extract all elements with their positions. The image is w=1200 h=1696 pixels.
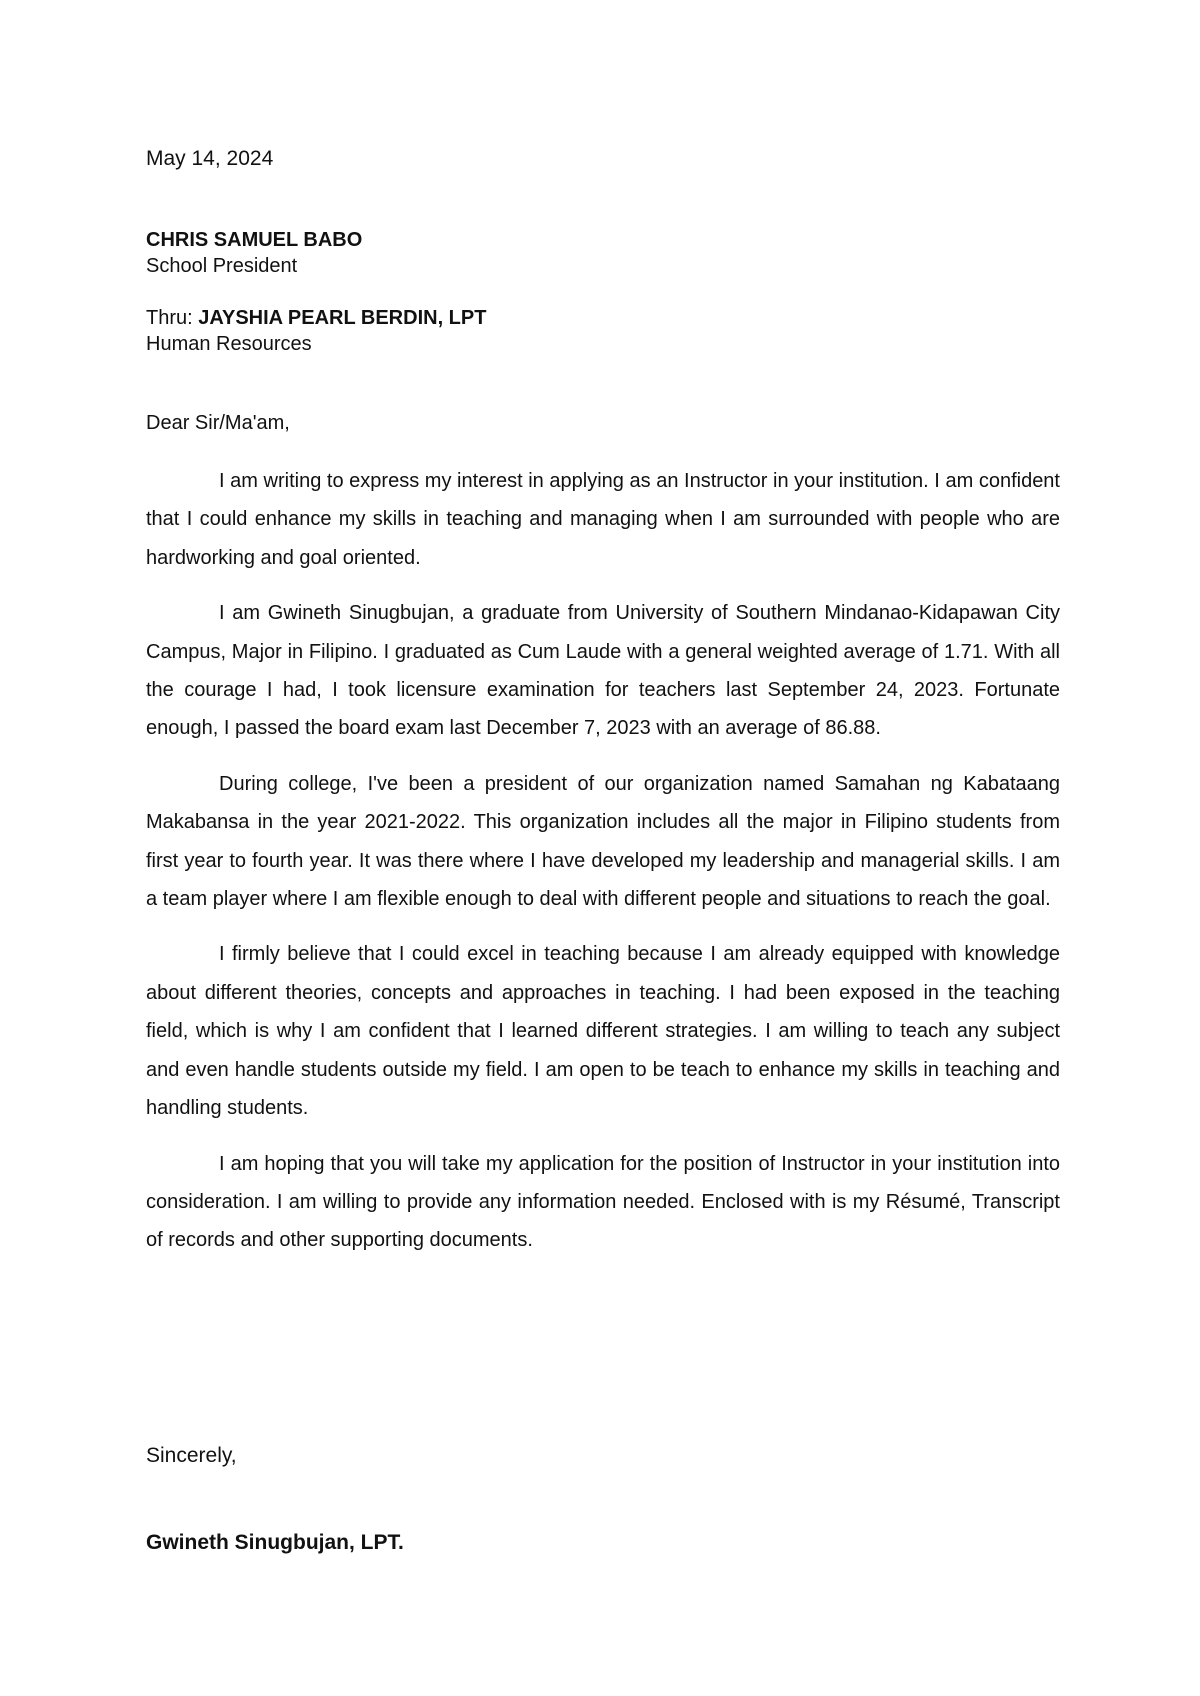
thru-label: Thru:	[146, 307, 199, 329]
recipient-title: School President	[146, 255, 298, 277]
letter-page	[146, 0, 1060, 1696]
recipient-name: CHRIS SAMUEL BABO	[146, 229, 363, 251]
thru-block	[146, 305, 486, 357]
body-paragraph: I firmly believe that I could excel in teaching because I am already equipped with knowledge about different theories, concepts and approaches in teaching. I had been exposed in the teaching field, which is why I am confident that I learned different strategies. I am willing to teach any subject and even handle students outside my field. I am open to be teach to enhance my skills in teaching and handling students.	[146, 943, 1060, 1120]
body-paragraph: During college, I've been a president of our organization named Samahan ng Kabataang Makabansa in the year 2021-2022. This organization includes all the major in Filipino students from first year to fourth year. It was there where I have developed my leadership and managerial skills. I am a team player where I am flexible enough to deal with different people and situations to reach the goal.	[146, 772, 1060, 911]
thru-line	[146, 305, 486, 331]
recipient-block	[146, 227, 362, 279]
letter-date: May 14, 2024	[146, 147, 274, 170]
signature-name: Gwineth Sinugbujan, LPT.	[146, 1531, 404, 1554]
thru-name: JAYSHIA PEARL BERDIN, LPT	[198, 307, 487, 329]
letter-body	[146, 462, 1060, 1277]
body-paragraph: I am writing to express my interest in applying as an Instructor in your institution. I am confident that I could enhance my skills in teaching and managing when I am surrounded with people who are hardworking and goal oriented.	[146, 470, 1060, 569]
salutation: Dear Sir/Ma'am,	[146, 412, 290, 434]
thru-title: Human Resources	[146, 333, 312, 355]
closing: Sincerely,	[146, 1444, 237, 1467]
body-paragraph: I am Gwineth Sinugbujan, a graduate from University of Southern Mindanao-Kidapawan City Campus, Major in Filipino. I graduated as Cum Laude with a general weighted average of 1.71. With all the courage I had, I took licensure examination for teachers last September 24, 2023. Fortunate enough, I passed the board exam last December 7, 2023 with an average of 86.88.	[146, 602, 1060, 740]
body-paragraph: I am hoping that you will take my application for the position of Instructor in your institution into consideration. I am willing to provide any information needed. Enclosed with is my Résumé, Transcript of records and other supporting documents.	[146, 1152, 1060, 1252]
